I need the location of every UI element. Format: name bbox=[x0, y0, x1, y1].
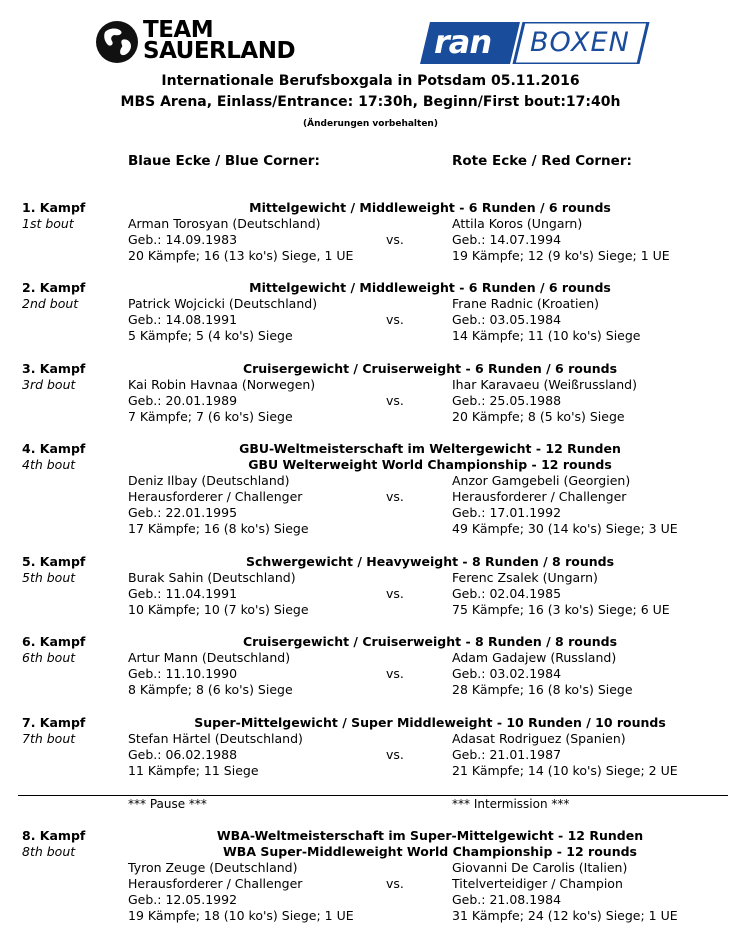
bout-number: 3. Kampf bbox=[22, 361, 86, 376]
blue-fighter-line: Herausforderer / Challenger bbox=[128, 489, 303, 504]
team-sauerland-wordmark bbox=[143, 17, 296, 64]
versus-label: vs. bbox=[386, 232, 404, 247]
logo-team-line2: SAUERLAND bbox=[143, 38, 296, 64]
versus-label: vs. bbox=[386, 393, 404, 408]
bout-title: Super-Mittelgewicht / Super Middleweight - 10 Runden / 10 rounds bbox=[194, 715, 666, 730]
blue-fighter-line: 5 Kämpfe; 5 (4 ko's) Siege bbox=[128, 328, 293, 343]
blue-corner-heading: Blaue Ecke / Blue Corner: bbox=[128, 153, 320, 169]
red-fighter-line: 28 Kämpfe; 16 (8 ko's) Siege bbox=[452, 682, 633, 697]
intermission-divider bbox=[18, 795, 728, 796]
bout-number: 7. Kampf bbox=[22, 715, 86, 730]
bout-ordinal: 3rd bout bbox=[22, 377, 76, 392]
blue-fighter-line: Geb.: 22.01.1995 bbox=[128, 505, 238, 520]
red-fighter-line: Geb.: 03.02.1984 bbox=[452, 666, 562, 681]
bout-ordinal: 4th bout bbox=[22, 457, 76, 472]
red-corner-heading: Rote Ecke / Red Corner: bbox=[452, 153, 632, 169]
blue-fighter-line: Geb.: 11.04.1991 bbox=[128, 586, 238, 601]
blue-fighter-line: Kai Robin Havnaa (Norwegen) bbox=[128, 377, 316, 392]
versus-label: vs. bbox=[386, 312, 404, 327]
blue-fighter-line: Geb.: 14.08.1991 bbox=[128, 312, 238, 327]
red-fighter-line: 14 Kämpfe; 11 (10 ko's) Siege bbox=[452, 328, 641, 343]
red-fighter-line: 20 Kämpfe; 8 (5 ko's) Siege bbox=[452, 409, 625, 424]
bout-ordinal: 5th bout bbox=[22, 570, 76, 585]
red-fighter-line: Adam Gadajew (Russland) bbox=[452, 650, 617, 665]
bout-title: GBU-Weltmeisterschaft im Weltergewicht - 12 Runden bbox=[239, 441, 621, 456]
blue-fighter-line: Arman Torosyan (Deutschland) bbox=[128, 216, 321, 231]
red-fighter-line: 31 Kämpfe; 24 (12 ko's) Siege; 1 UE bbox=[452, 908, 678, 923]
blue-fighter-line: Tyron Zeuge (Deutschland) bbox=[128, 860, 298, 875]
blue-fighter-line: 17 Kämpfe; 16 (8 ko's) Siege bbox=[128, 521, 309, 536]
red-fighter-line: Geb.: 14.07.1994 bbox=[452, 232, 562, 247]
blue-fighter-line: 7 Kämpfe; 7 (6 ko's) Siege bbox=[128, 409, 293, 424]
boxen-wordmark: BOXEN bbox=[530, 27, 630, 58]
blue-fighter-line: 10 Kämpfe; 10 (7 ko's) Siege bbox=[128, 602, 309, 617]
disclaimer-note: (Änderungen vorbehalten) bbox=[303, 119, 438, 129]
blue-fighter-line: 20 Kämpfe; 16 (13 ko's) Siege, 1 UE bbox=[128, 248, 354, 263]
versus-label: vs. bbox=[386, 489, 404, 504]
red-fighter-line: Attila Koros (Ungarn) bbox=[452, 216, 583, 231]
red-fighter-line: Frane Radnic (Kroatien) bbox=[452, 296, 600, 311]
team-sauerland-logo bbox=[95, 17, 325, 66]
blue-fighter-line: Patrick Wojcicki (Deutschland) bbox=[128, 296, 318, 311]
red-fighter-line: 19 Kämpfe; 12 (9 ko's) Siege; 1 UE bbox=[452, 248, 670, 263]
bout-title-english: WBA Super-Middleweight World Championship - 12 rounds bbox=[223, 844, 637, 859]
ran-wordmark: ran bbox=[434, 23, 492, 61]
blue-fighter-line: Artur Mann (Deutschland) bbox=[128, 650, 291, 665]
red-fighter-line: 21 Kämpfe; 14 (10 ko's) Siege; 2 UE bbox=[452, 763, 678, 778]
red-fighter-line: Geb.: 21.08.1984 bbox=[452, 892, 562, 907]
bout-ordinal: 1st bout bbox=[22, 216, 74, 231]
red-fighter-line: Geb.: 21.01.1987 bbox=[452, 747, 562, 762]
blue-fighter-line: 8 Kämpfe; 8 (6 ko's) Siege bbox=[128, 682, 293, 697]
page-title: Internationale Berufsboxgala in Potsdam 05.11.2016 bbox=[161, 73, 580, 89]
logo-team-line1: TEAM bbox=[143, 17, 214, 43]
red-fighter-line: Anzor Gamgebeli (Georgien) bbox=[452, 473, 631, 488]
blue-fighter-line: Deniz Ilbay (Deutschland) bbox=[128, 473, 290, 488]
bout-ordinal: 6th bout bbox=[22, 650, 76, 665]
bout-ordinal: 8th bout bbox=[22, 844, 76, 859]
bout-ordinal: 2nd bout bbox=[22, 296, 79, 311]
red-fighter-line: Geb.: 17.01.1992 bbox=[452, 505, 562, 520]
bout-title: WBA-Weltmeisterschaft im Super-Mittelgewicht - 12 Runden bbox=[216, 828, 644, 843]
bout-title: Mittelgewicht / Middleweight - 6 Runden / 6 rounds bbox=[249, 200, 611, 215]
bout-number: 2. Kampf bbox=[22, 280, 86, 295]
red-fighter-line: 75 Kämpfe; 16 (3 ko's) Siege; 6 UE bbox=[452, 602, 670, 617]
versus-label: vs. bbox=[386, 586, 404, 601]
blue-fighter-line: Herausforderer / Challenger bbox=[128, 876, 303, 891]
blue-fighter-line: Stefan Härtel (Deutschland) bbox=[128, 731, 303, 746]
blue-fighter-line: Burak Sahin (Deutschland) bbox=[128, 570, 296, 585]
red-fighter-line: Giovanni De Carolis (Italien) bbox=[452, 860, 628, 875]
bout-number: 1. Kampf bbox=[22, 200, 86, 215]
red-fighter-line: Geb.: 25.05.1988 bbox=[452, 393, 562, 408]
versus-label: vs. bbox=[386, 747, 404, 762]
bout-title: Schwergewicht / Heavyweight - 8 Runden / 8 rounds bbox=[245, 554, 615, 569]
bout-title: Cruisergewicht / Cruiserweight - 8 Runden / 8 rounds bbox=[242, 634, 618, 649]
bout-number: 8. Kampf bbox=[22, 828, 86, 843]
bout-number: 5. Kampf bbox=[22, 554, 86, 569]
blue-fighter-line: Geb.: 14.09.1983 bbox=[128, 232, 238, 247]
blue-fighter-line: Geb.: 12.05.1992 bbox=[128, 892, 238, 907]
red-fighter-line: Titelverteidiger / Champion bbox=[452, 876, 623, 891]
bout-number: 4. Kampf bbox=[22, 441, 86, 456]
blue-fighter-line: 11 Kämpfe; 11 Siege bbox=[128, 763, 259, 778]
bout-title: Cruisergewicht / Cruiserweight - 6 Runden / 6 rounds bbox=[242, 361, 618, 376]
red-fighter-line: Geb.: 03.05.1984 bbox=[452, 312, 562, 327]
blue-fighter-line: Geb.: 20.01.1989 bbox=[128, 393, 238, 408]
intermission-label: *** Intermission *** bbox=[452, 797, 570, 811]
bout-title-english: GBU Welterweight World Championship - 12 rounds bbox=[248, 457, 612, 472]
red-fighter-line: Herausforderer / Challenger bbox=[452, 489, 627, 504]
bout-title: Mittelgewicht / Middleweight - 6 Runden / 6 rounds bbox=[249, 280, 611, 295]
versus-label: vs. bbox=[386, 666, 404, 681]
red-fighter-line: Geb.: 02.04.1985 bbox=[452, 586, 562, 601]
page-subtitle: MBS Arena, Einlass/Entrance: 17:30h, Beginn/First bout:17:40h bbox=[120, 94, 621, 110]
red-fighter-line: Adasat Rodriguez (Spanien) bbox=[452, 731, 626, 746]
blue-fighter-line: Geb.: 11.10.1990 bbox=[128, 666, 238, 681]
bout-ordinal: 7th bout bbox=[22, 731, 76, 746]
globe-icon bbox=[95, 20, 139, 64]
red-fighter-line: Ihar Karavaeu (Weißrussland) bbox=[452, 377, 637, 392]
ran-boxen-logo bbox=[420, 22, 650, 64]
pause-label: *** Pause *** bbox=[128, 797, 207, 811]
red-fighter-line: 49 Kämpfe; 30 (14 ko's) Siege; 3 UE bbox=[452, 521, 678, 536]
red-fighter-line: Ferenc Zsalek (Ungarn) bbox=[452, 570, 598, 585]
bout-number: 6. Kampf bbox=[22, 634, 86, 649]
versus-label: vs. bbox=[386, 876, 404, 891]
blue-fighter-line: 19 Kämpfe; 18 (10 ko's) Siege; 1 UE bbox=[128, 908, 354, 923]
blue-fighter-line: Geb.: 06.02.1988 bbox=[128, 747, 238, 762]
